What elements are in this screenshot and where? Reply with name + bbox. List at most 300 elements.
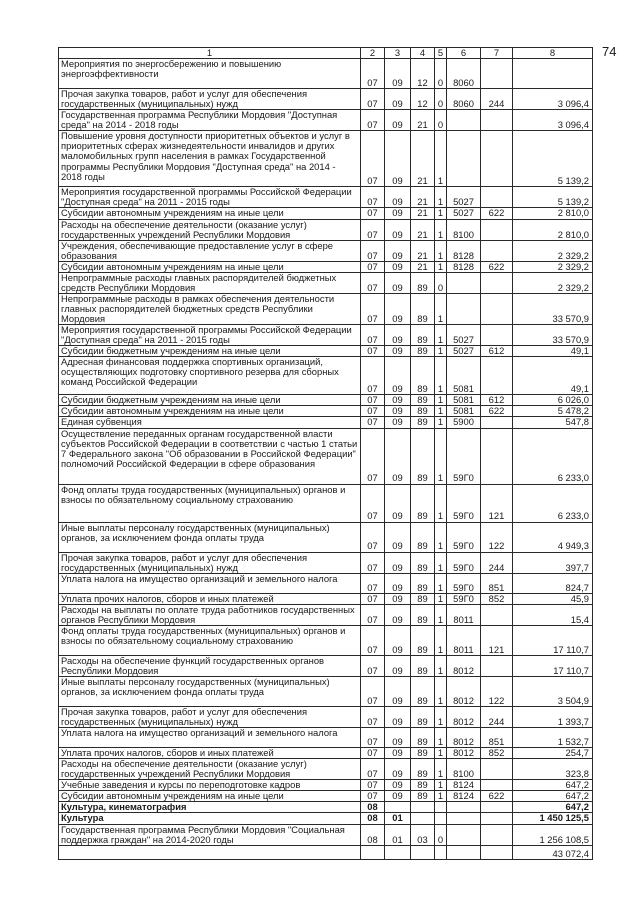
amount: 17 110,7 (513, 655, 593, 676)
subsection-code (385, 802, 411, 813)
target-article-code (447, 272, 481, 293)
amount: 323,8 (513, 759, 593, 780)
amount: 43 072,4 (513, 845, 593, 859)
expense-type-code (481, 802, 513, 813)
target-article-code: 5081 (447, 395, 481, 406)
program-code: 21 (411, 110, 435, 131)
program-code: 89 (411, 748, 435, 759)
target-article-code: 8128 (447, 240, 481, 261)
expenditure-name: Мероприятия государственной программы Российской Федерации "Доступная среда" на 2011 - 2015 годы (59, 325, 361, 346)
expenditure-name: Прочая закупка товаров, работ и услуг для обеспечения государственных (муниципальных) нужд (59, 89, 361, 110)
subprogram-code: 0 (435, 824, 447, 845)
amount: 4 949,3 (513, 522, 593, 552)
section-code: 07 (361, 272, 385, 293)
expense-type-code (481, 187, 513, 208)
expenditure-name: Непрограммные расходы главных распорядителей бюджетных средств Республики Мордовия (59, 272, 361, 293)
expense-type-code: 612 (481, 346, 513, 357)
program-code: 89 (411, 780, 435, 791)
expense-type-code: 244 (481, 706, 513, 727)
program-code (411, 813, 435, 824)
target-article-code (447, 824, 481, 845)
expenditure-name: Прочая закупка товаров, работ и услуг для обеспечения государственных (муниципальных) нужд (59, 552, 361, 573)
table-row (59, 261, 593, 272)
subsection-code: 09 (385, 406, 411, 417)
table-row (59, 131, 593, 187)
section-code: 07 (361, 748, 385, 759)
target-article-code: 59Г0 (447, 552, 481, 573)
expense-type-code (481, 759, 513, 780)
expenditure-name: Прочая закупка товаров, работ и услуг для обеспечения государственных (муниципальных) нужд (59, 706, 361, 727)
subprogram-code: 1 (435, 522, 447, 552)
amount: 3 096,4 (513, 110, 593, 131)
expense-type-code: 622 (481, 791, 513, 802)
column-header: 3 (385, 48, 411, 59)
table-row (59, 293, 593, 324)
expense-type-code (481, 780, 513, 791)
expense-type-code: 852 (481, 748, 513, 759)
subprogram-code: 1 (435, 655, 447, 676)
target-article-code: 8060 (447, 59, 481, 89)
section-code: 07 (361, 293, 385, 324)
expense-type-code: 121 (481, 484, 513, 522)
subsection-code: 01 (385, 813, 411, 824)
expenditure-name: Уплата прочих налогов, сборов и иных платежей (59, 748, 361, 759)
program-code: 21 (411, 219, 435, 240)
amount: 33 570,9 (513, 325, 593, 346)
expense-type-code (481, 845, 513, 859)
column-header: 4 (411, 48, 435, 59)
column-header: 7 (481, 48, 513, 59)
column-header: 8 (513, 48, 593, 59)
table-row (59, 208, 593, 219)
subprogram-code: 1 (435, 573, 447, 593)
section-code: 07 (361, 728, 385, 748)
expenditure-name: Субсидии автономным учреждениям на иные цели (59, 406, 361, 417)
column-header: 2 (361, 48, 385, 59)
subprogram-code (435, 813, 447, 824)
subsection-code: 09 (385, 187, 411, 208)
header-row (59, 48, 593, 59)
table-row (59, 728, 593, 748)
expenditure-name: Учебные заведения и курсы по переподготовке кадров (59, 780, 361, 791)
expense-type-code (481, 59, 513, 89)
subprogram-code: 1 (435, 417, 447, 428)
subsection-code: 09 (385, 59, 411, 89)
expenditure-name: Мероприятия государственной программы Российской Федерации "Доступная среда" на 2011 - 2015 годы (59, 187, 361, 208)
program-code: 89 (411, 522, 435, 552)
subsection-code: 09 (385, 522, 411, 552)
amount: 6 233,0 (513, 484, 593, 522)
expense-type-code: 622 (481, 406, 513, 417)
amount: 1 393,7 (513, 706, 593, 727)
expense-type-code (481, 428, 513, 484)
subprogram-code: 0 (435, 89, 447, 110)
target-article-code: 8012 (447, 655, 481, 676)
subsection-code: 09 (385, 593, 411, 604)
table-row (59, 573, 593, 593)
expense-type-code (481, 110, 513, 131)
amount: 1 256 108,5 (513, 824, 593, 845)
table-row (59, 522, 593, 552)
amount: 45,9 (513, 593, 593, 604)
amount: 2 329,2 (513, 240, 593, 261)
amount: 49,1 (513, 346, 593, 357)
subprogram-code: 0 (435, 272, 447, 293)
target-article-code: 8100 (447, 219, 481, 240)
target-article-code: 8012 (447, 728, 481, 748)
section-code: 07 (361, 110, 385, 131)
program-code: 21 (411, 261, 435, 272)
section-code: 07 (361, 428, 385, 484)
section-code: 07 (361, 208, 385, 219)
amount: 2 329,2 (513, 261, 593, 272)
amount: 3 504,9 (513, 676, 593, 706)
amount: 5 478,2 (513, 406, 593, 417)
table-row (59, 824, 593, 845)
amount: 17 110,7 (513, 625, 593, 655)
table-row (59, 759, 593, 780)
program-code: 89 (411, 604, 435, 625)
expense-type-code (481, 813, 513, 824)
subsection-code: 09 (385, 676, 411, 706)
expense-type-code: 851 (481, 573, 513, 593)
subsection-code: 09 (385, 357, 411, 395)
subprogram-code: 1 (435, 706, 447, 727)
expenditure-name: Государственная программа Республики Мордовия "Доступная среда" на 2014 - 2018 годы (59, 110, 361, 131)
section-code: 07 (361, 219, 385, 240)
subsection-code: 09 (385, 780, 411, 791)
expense-type-code: 622 (481, 261, 513, 272)
section-code: 07 (361, 706, 385, 727)
expenditure-name: Субсидии автономным учреждениям на иные цели (59, 791, 361, 802)
expense-type-code: 851 (481, 728, 513, 748)
subprogram-code: 1 (435, 406, 447, 417)
section-code: 07 (361, 759, 385, 780)
expense-type-code: 122 (481, 522, 513, 552)
expense-type-code: 852 (481, 593, 513, 604)
expenditure-name: Государственная программа Республики Мордовия "Социальная поддержка граждан" на 2014-2020 годы (59, 824, 361, 845)
target-article-code: 59Г0 (447, 573, 481, 593)
table-row (59, 59, 593, 89)
expense-type-code: 244 (481, 552, 513, 573)
program-code: 21 (411, 240, 435, 261)
table-row (59, 89, 593, 110)
program-code: 89 (411, 325, 435, 346)
section-code: 07 (361, 261, 385, 272)
expenditure-name: Адресная финансовая поддержка спортивных организаций, осуществляющих подготовку спортивного резерва для сборных команд Российской Федерации (59, 357, 361, 395)
program-code: 12 (411, 89, 435, 110)
section-code: 07 (361, 417, 385, 428)
expenditure-name: Фонд оплаты труда государственных (муниципальных) органов и взносы по обязательному социальному страхованию (59, 625, 361, 655)
subsection-code: 09 (385, 131, 411, 187)
amount: 647,2 (513, 802, 593, 813)
subsection-code: 09 (385, 293, 411, 324)
subprogram-code: 1 (435, 593, 447, 604)
program-code: 89 (411, 484, 435, 522)
subsection-code: 09 (385, 325, 411, 346)
column-header: 6 (447, 48, 481, 59)
section-code: 07 (361, 346, 385, 357)
expenditure-name: Учреждения, обеспечивающие предоставление услуг в сфере образования (59, 240, 361, 261)
amount: 33 570,9 (513, 293, 593, 324)
table-row (59, 813, 593, 824)
target-article-code: 8012 (447, 748, 481, 759)
expenditure-name: Расходы на обеспечение функций государственных органов Республики Мордовия (59, 655, 361, 676)
table-row (59, 552, 593, 573)
program-code: 89 (411, 728, 435, 748)
subsection-code (385, 845, 411, 859)
table-row (59, 780, 593, 791)
expense-type-code (481, 293, 513, 324)
amount: 6 026,0 (513, 395, 593, 406)
subsection-code: 09 (385, 728, 411, 748)
program-code: 89 (411, 676, 435, 706)
expense-type-code: 612 (481, 395, 513, 406)
section-code: 07 (361, 655, 385, 676)
target-article-code: 8012 (447, 676, 481, 706)
section-code: 07 (361, 484, 385, 522)
subsection-code: 09 (385, 604, 411, 625)
section-code: 07 (361, 522, 385, 552)
subprogram-code: 0 (435, 110, 447, 131)
expenditure-name: Субсидии автономным учреждениям на иные цели (59, 261, 361, 272)
program-code: 21 (411, 187, 435, 208)
expense-type-code: 622 (481, 208, 513, 219)
expense-type-code (481, 604, 513, 625)
expenditure-name: Расходы на обеспечение деятельности (оказание услуг) государственных учреждений Республики Мордовия (59, 219, 361, 240)
subsection-code: 09 (385, 706, 411, 727)
program-code: 89 (411, 357, 435, 395)
amount (513, 59, 593, 89)
subprogram-code: 1 (435, 791, 447, 802)
subprogram-code: 1 (435, 428, 447, 484)
program-code: 89 (411, 759, 435, 780)
section-code: 07 (361, 357, 385, 395)
subprogram-code: 1 (435, 240, 447, 261)
target-article-code: 8012 (447, 706, 481, 727)
expenditure-name: Расходы на обеспечение деятельности (оказание услуг) государственных учреждений Республики Мордовия (59, 759, 361, 780)
subprogram-code (435, 802, 447, 813)
program-code: 89 (411, 395, 435, 406)
target-article-code: 59Г0 (447, 428, 481, 484)
program-code (411, 802, 435, 813)
section-code: 07 (361, 240, 385, 261)
amount: 2 329,2 (513, 272, 593, 293)
expenditure-name: Уплата налога на имущество организаций и земельного налога (59, 573, 361, 593)
table-row (59, 748, 593, 759)
program-code (411, 845, 435, 859)
table-row (59, 706, 593, 727)
target-article-code: 8100 (447, 759, 481, 780)
subprogram-code: 1 (435, 728, 447, 748)
section-code: 07 (361, 59, 385, 89)
table-row (59, 625, 593, 655)
column-header: 5 (435, 48, 447, 59)
column-header: 1 (59, 48, 361, 59)
subprogram-code: 1 (435, 395, 447, 406)
target-article-code: 5027 (447, 325, 481, 346)
program-code: 89 (411, 406, 435, 417)
table-row (59, 187, 593, 208)
section-code: 07 (361, 552, 385, 573)
program-code: 89 (411, 272, 435, 293)
subprogram-code: 0 (435, 59, 447, 89)
subprogram-code: 1 (435, 131, 447, 187)
section-code: 07 (361, 676, 385, 706)
section-code: 07 (361, 593, 385, 604)
table-row (59, 357, 593, 395)
subprogram-code: 1 (435, 346, 447, 357)
table-row (59, 417, 593, 428)
target-article-code (447, 293, 481, 324)
subsection-code: 09 (385, 346, 411, 357)
expenditure-name: Непрограммные расходы в рамках обеспечения деятельности главных распорядителей бюджетных средств Республики Мордовия (59, 293, 361, 324)
expenditure-name: Культура (59, 813, 361, 824)
target-article-code: 8011 (447, 625, 481, 655)
subsection-code: 09 (385, 208, 411, 219)
expenditure-name: Повышение уровня доступности приоритетных объектов и услуг в приоритетных сферах жизнедеятельности инвалидов и других маломобильных групп населения в рамках Государственной программы Республики Мордовия "Доступная среда" на 2014 - 2018 годы (59, 131, 361, 187)
expenditure-name: Субсидии бюджетным учреждениям на иные цели (59, 346, 361, 357)
expenditure-name (59, 845, 361, 859)
table-row (59, 791, 593, 802)
section-code: 07 (361, 187, 385, 208)
expense-type-code: 121 (481, 625, 513, 655)
target-article-code (447, 802, 481, 813)
subprogram-code: 1 (435, 604, 447, 625)
subsection-code: 09 (385, 625, 411, 655)
program-code: 89 (411, 593, 435, 604)
target-article-code (447, 845, 481, 859)
amount: 49,1 (513, 357, 593, 395)
subsection-code: 09 (385, 272, 411, 293)
expense-type-code: 122 (481, 676, 513, 706)
subprogram-code: 1 (435, 187, 447, 208)
subprogram-code (435, 845, 447, 859)
subprogram-code: 1 (435, 293, 447, 324)
amount: 254,7 (513, 748, 593, 759)
subprogram-code: 1 (435, 357, 447, 395)
budget-table (58, 47, 593, 860)
expense-type-code (481, 417, 513, 428)
target-article-code: 59Г0 (447, 522, 481, 552)
expenditure-name: Иные выплаты персоналу государственных (муниципальных) органов, за исключением фонда оплаты труда (59, 522, 361, 552)
expenditure-name: Единая субвенция (59, 417, 361, 428)
subprogram-code: 1 (435, 325, 447, 346)
subprogram-code: 1 (435, 484, 447, 522)
subprogram-code: 1 (435, 261, 447, 272)
subsection-code: 09 (385, 791, 411, 802)
table-row (59, 484, 593, 522)
table-row (59, 406, 593, 417)
amount: 5 139,2 (513, 187, 593, 208)
program-code: 89 (411, 417, 435, 428)
section-code (361, 845, 385, 859)
subprogram-code: 1 (435, 625, 447, 655)
subprogram-code: 1 (435, 748, 447, 759)
subsection-code: 09 (385, 552, 411, 573)
amount: 1 532,7 (513, 728, 593, 748)
target-article-code (447, 813, 481, 824)
section-code: 07 (361, 89, 385, 110)
target-article-code: 8060 (447, 89, 481, 110)
amount: 647,2 (513, 791, 593, 802)
expense-type-code (481, 357, 513, 395)
expense-type-code: 244 (481, 89, 513, 110)
subsection-code: 09 (385, 261, 411, 272)
amount: 547,8 (513, 417, 593, 428)
subsection-code: 09 (385, 219, 411, 240)
amount: 3 096,4 (513, 89, 593, 110)
program-code: 89 (411, 573, 435, 593)
table-row (59, 240, 593, 261)
expenditure-name: Культура, кинематография (59, 802, 361, 813)
table-row (59, 802, 593, 813)
program-code: 21 (411, 208, 435, 219)
section-code: 08 (361, 813, 385, 824)
subsection-code: 01 (385, 824, 411, 845)
target-article-code: 8124 (447, 780, 481, 791)
section-code: 07 (361, 325, 385, 346)
target-article-code (447, 131, 481, 187)
expenditure-name: Осуществление переданных органам государственной власти субъектов Российской Федерации в соответствии с частью 1 статьи 7 Федерального закона "Об образовании в Российской Федерации" полномочий Российской Федерации в сфере образования (59, 428, 361, 484)
amount: 15,4 (513, 604, 593, 625)
expenditure-name: Мероприятия по энергосбережению и повышению энергоэффективности (59, 59, 361, 89)
subsection-code: 09 (385, 395, 411, 406)
subsection-code: 09 (385, 759, 411, 780)
table-row (59, 110, 593, 131)
target-article-code: 8124 (447, 791, 481, 802)
expense-type-code (481, 272, 513, 293)
subprogram-code: 1 (435, 676, 447, 706)
program-code: 89 (411, 293, 435, 324)
section-code: 07 (361, 395, 385, 406)
subsection-code: 09 (385, 484, 411, 522)
expense-type-code (481, 219, 513, 240)
amount: 5 139,2 (513, 131, 593, 187)
subsection-code: 09 (385, 655, 411, 676)
subprogram-code: 1 (435, 208, 447, 219)
target-article-code: 5081 (447, 357, 481, 395)
section-code: 07 (361, 780, 385, 791)
section-code: 07 (361, 573, 385, 593)
section-code: 08 (361, 802, 385, 813)
expense-type-code (481, 824, 513, 845)
target-article-code: 59Г0 (447, 484, 481, 522)
section-code: 07 (361, 791, 385, 802)
table-row (59, 655, 593, 676)
subsection-code: 09 (385, 89, 411, 110)
table-row (59, 593, 593, 604)
target-article-code: 5900 (447, 417, 481, 428)
table-row (59, 395, 593, 406)
program-code: 89 (411, 625, 435, 655)
table-row (59, 845, 593, 859)
subprogram-code: 1 (435, 780, 447, 791)
section-code: 07 (361, 604, 385, 625)
amount: 6 233,0 (513, 428, 593, 484)
target-article-code: 5027 (447, 187, 481, 208)
program-code: 21 (411, 131, 435, 187)
amount: 397,7 (513, 552, 593, 573)
target-article-code: 8128 (447, 261, 481, 272)
target-article-code: 5081 (447, 406, 481, 417)
target-article-code: 5027 (447, 208, 481, 219)
table-row (59, 428, 593, 484)
expenditure-name: Расходы на выплаты по оплате труда работников государственных органов Республики Мордовия (59, 604, 361, 625)
subsection-code: 09 (385, 428, 411, 484)
expenditure-name: Иные выплаты персоналу государственных (муниципальных) органов, за исключением фонда оплаты труда (59, 676, 361, 706)
section-code: 08 (361, 824, 385, 845)
